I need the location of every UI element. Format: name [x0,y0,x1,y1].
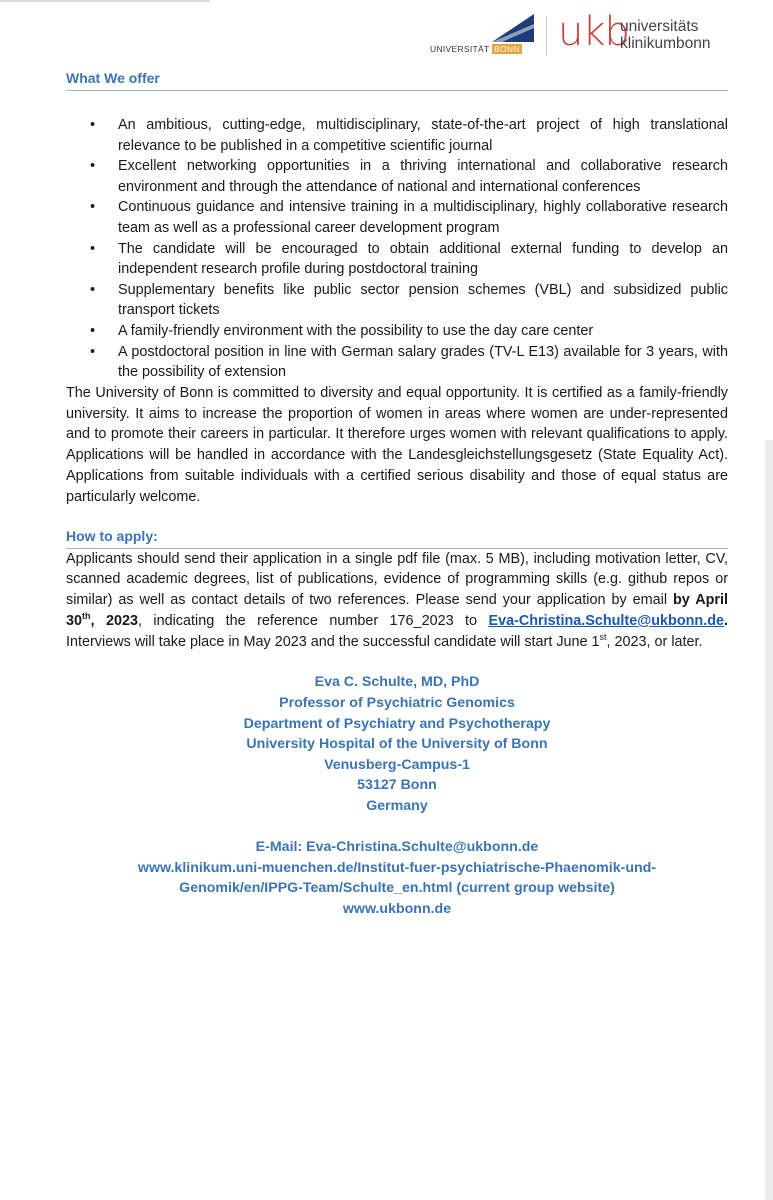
university-bonn-logo [430,14,534,58]
offer-list [66,115,728,383]
contact-street: Venusberg-Campus-1 [324,756,470,773]
offer-item: • A family-friendly environment with the possibility to use the day care center [66,321,728,342]
contact-city: 53127 Bonn [357,777,437,794]
offer-item: • Excellent networking opportunities in a thriving international and collaborative research environment and through the attendance of national and international conferences [66,156,728,197]
contact-hospital: University Hospital of the University of Bonn [246,736,548,753]
diversity-statement: The University of Bonn is committed to diversity and equal opportunity. It is certified as a family-friendly university. It aims to increase the proportion of women in areas where women are under-represented and to promote their careers in particular. It therefore urges women with relevant qualifications to apply. Applications will be handled in accordance with the Landesgleichstellungsgesetz (State Equality Act). Applications from suitable individuals with a certified serious disability and those of equal status are particularly welcome. [66,384,728,505]
group-website-link[interactable]: www.klinikum.uni-muenchen.de/Institut-fuer-psychiatrische-Phaenomik-und- Genomik/en/IPPG-Team/Schulte_en.html (current group website) [137,859,657,897]
header-logos [430,9,730,58]
offer-item: • The candidate will be encouraged to obtain additional external funding to develop an independent research profile during postdoctoral training [66,239,728,280]
contact-country: Germany [366,798,428,815]
email-link[interactable]: Eva-Christina.Schulte@ukbonn.de [488,612,724,629]
document-body [66,70,728,920]
ukb-letters: ukb [558,9,629,55]
top-edge-line [0,0,210,2]
offer-item: • An ambitious, cutting-edge, multidisciplinary, state-of-the-art project of high translational relevance to be published in a competitive scientific journal [66,115,728,156]
contact-title: Professor of Psychiatric Genomics [279,695,515,712]
ukbonn-website-link[interactable]: www.ukbonn.de [342,901,452,918]
offer-item: • Supplementary benefits like public sector pension schemes (VBL) and subsidized public transport tickets [66,280,728,321]
university-bonn-wordmark: UNIVERSITÄT BONN [430,44,520,54]
offer-item: • Continuous guidance and intensive training in a multidisciplinary, highly collaborative research team as well as a professional career development program [66,197,728,238]
contact-department: Department of Psychiatry and Psychotherapy [243,715,551,732]
offer-heading: What We offer [66,70,728,91]
deadline: by April 30th, 2023 [66,592,728,629]
offer-item: • A postdoctoral position in line with German salary grades (TV-L E13) available for 3 years, with the possibility of extension [66,342,728,383]
ukb-logo [558,9,730,58]
scrollbar[interactable] [765,440,773,1200]
ukb-name: universitäts klinikumbonn [620,18,711,52]
contact-block [66,672,728,919]
logo-divider [546,16,547,56]
apply-heading: How to apply: [66,528,728,549]
university-bonn-mark-icon [492,14,534,42]
contact-name: Eva C. Schulte, MD, PhD [314,674,480,691]
apply-paragraph: Applicants should send their application in a single pdf file (max. 5 MB), including motivation letter, CV, scanned academic degrees, list of publications, evidence of programming skills (e.g. github repos or similar) as well as contact details of two references. Please send your application by email by April 30th, 2023, indicating the reference number 176_2023 to Eva-Christina.Schulte@ukbonn.de. Interviews will take place in May 2023 and the successful candidate will start June 1st, 2023, or later. [66,550,728,650]
contact-email[interactable]: E-Mail: Eva-Christina.Schulte@ukbonn.de [255,839,539,856]
